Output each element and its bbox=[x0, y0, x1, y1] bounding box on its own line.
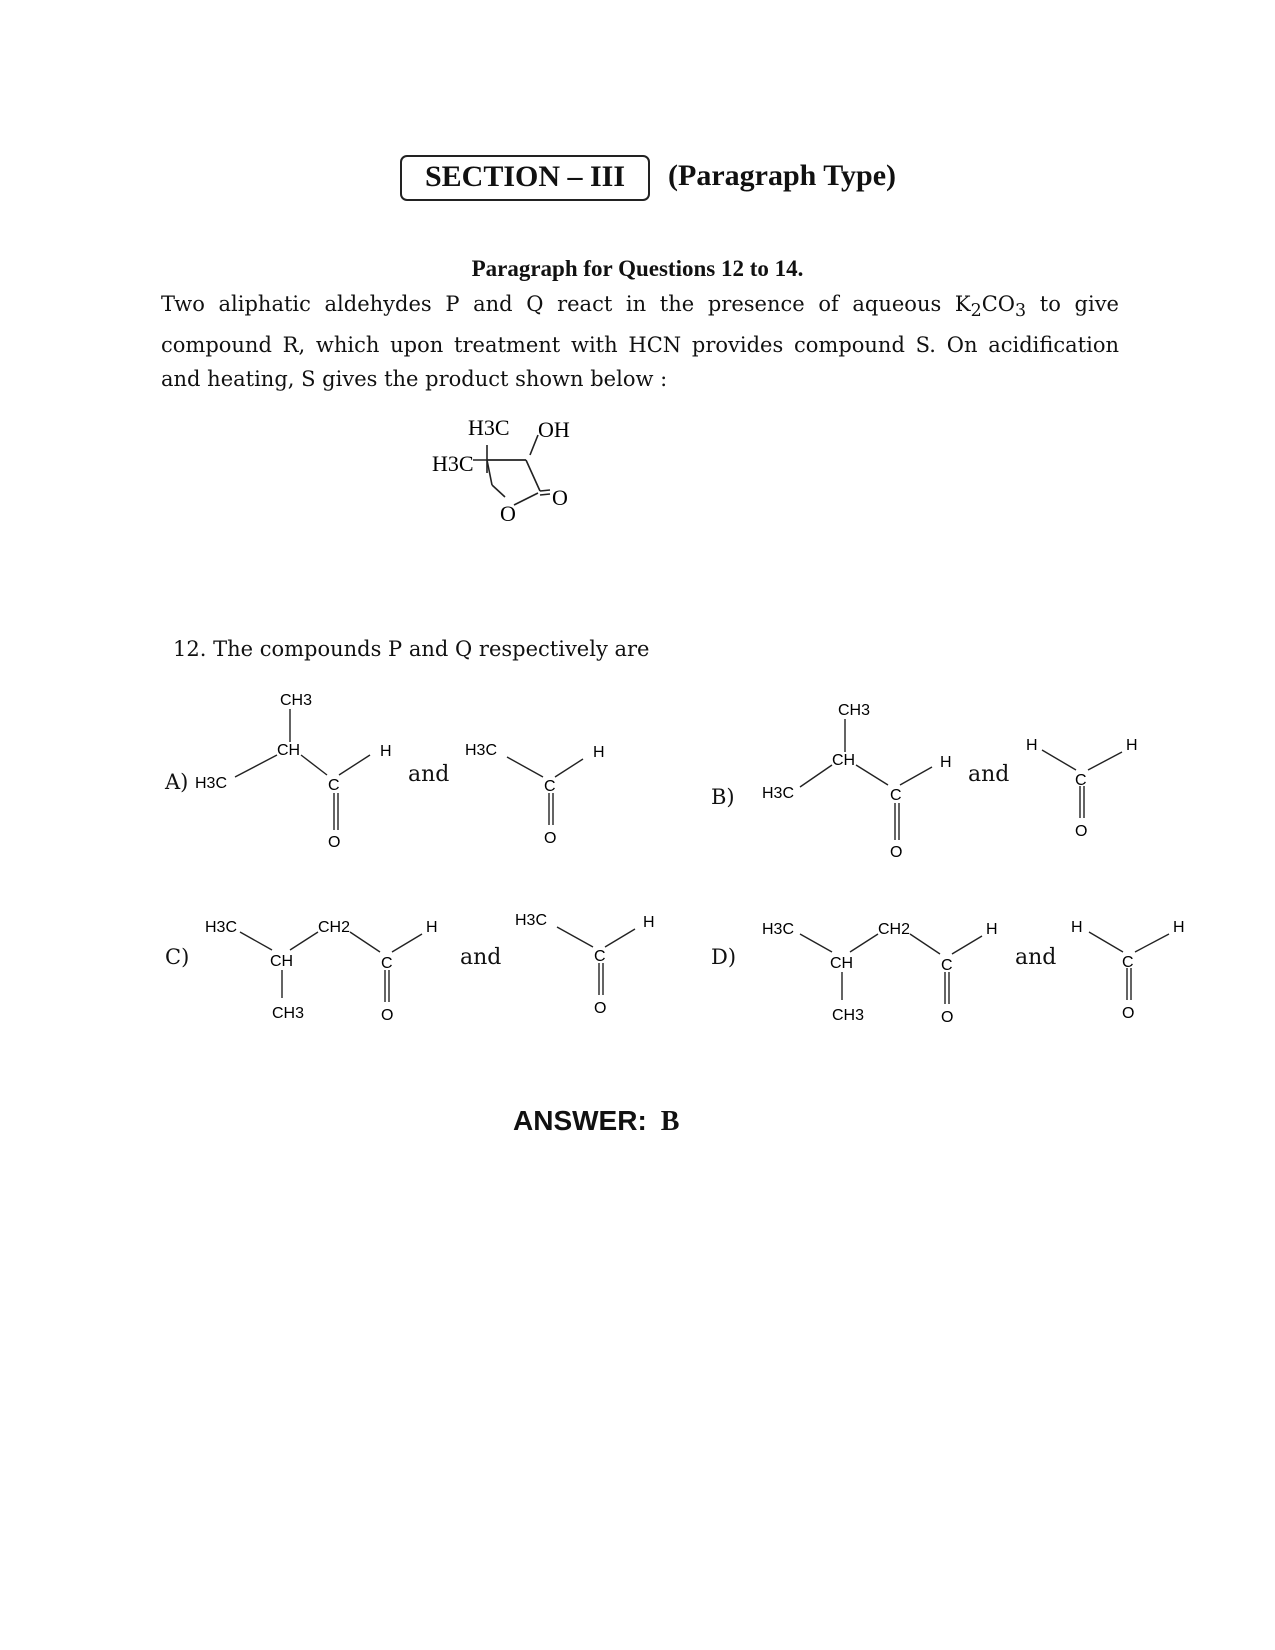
answer bbox=[513, 1105, 679, 1138]
product-h3c-left: H3C bbox=[432, 451, 474, 476]
d1-h3c: H3C bbox=[762, 921, 795, 938]
c1-o: O bbox=[381, 1007, 394, 1024]
option-c-and: and bbox=[460, 945, 502, 970]
d1-h: H bbox=[986, 921, 998, 938]
product-ring-o: O bbox=[500, 501, 516, 526]
option-c-structure-2 bbox=[515, 905, 665, 1025]
a1-h: H bbox=[380, 743, 392, 760]
c1-ch3: CH3 bbox=[272, 1005, 305, 1022]
question-12-text: 12. The compounds P and Q respectively are bbox=[173, 637, 650, 661]
section-label: SECTION – III bbox=[424, 160, 626, 193]
a2-h: H bbox=[593, 744, 605, 761]
section-type: (Paragraph Type) bbox=[668, 159, 897, 192]
c1-h: H bbox=[426, 919, 438, 936]
a1-h3c: H3C bbox=[195, 775, 228, 792]
c2-o: O bbox=[594, 1000, 607, 1017]
d2-h-right: H bbox=[1173, 919, 1185, 936]
a1-c: C bbox=[328, 777, 340, 794]
a2-c: C bbox=[544, 778, 556, 795]
d1-ch: CH bbox=[830, 955, 854, 972]
option-a-structure-1 bbox=[195, 685, 395, 860]
product-carbonyl-o: O bbox=[552, 485, 568, 510]
c2-h3c: H3C bbox=[515, 912, 548, 929]
b1-c: C bbox=[890, 787, 902, 804]
b1-h: H bbox=[940, 754, 952, 771]
b2-o: O bbox=[1075, 823, 1088, 840]
a2-o: O bbox=[544, 830, 557, 847]
product-h3c-top: H3C bbox=[468, 415, 510, 440]
b2-c: C bbox=[1075, 772, 1087, 789]
option-d-structure-1 bbox=[760, 912, 1020, 1037]
d2-o: O bbox=[1122, 1005, 1135, 1022]
section-label-box bbox=[400, 155, 650, 201]
option-d-label: D) bbox=[711, 945, 737, 969]
c1-h3c: H3C bbox=[205, 919, 238, 936]
option-b-structure-1 bbox=[760, 695, 960, 870]
option-c-structure-1 bbox=[200, 910, 460, 1035]
b1-h3c: H3C bbox=[762, 785, 795, 802]
a1-ch3: CH3 bbox=[280, 692, 313, 709]
option-d-and: and bbox=[1015, 945, 1057, 970]
c1-ch2: CH2 bbox=[318, 919, 351, 936]
b1-ch3: CH3 bbox=[838, 702, 871, 719]
option-a-and: and bbox=[408, 762, 450, 787]
d1-c: C bbox=[941, 957, 953, 974]
answer-value: B bbox=[660, 1106, 680, 1137]
option-a-label: A) bbox=[165, 770, 189, 794]
d2-h-left: H bbox=[1071, 919, 1083, 936]
option-c-label: C) bbox=[165, 945, 190, 969]
b2-h-right: H bbox=[1126, 737, 1138, 754]
c1-c: C bbox=[381, 955, 393, 972]
c2-c: C bbox=[594, 948, 606, 965]
c1-ch: CH bbox=[270, 953, 294, 970]
b1-ch: CH bbox=[832, 752, 856, 769]
b2-h-left: H bbox=[1026, 737, 1038, 754]
option-a-structure-2 bbox=[465, 735, 615, 855]
c2-h: H bbox=[643, 914, 655, 931]
product-lactone-diagram bbox=[430, 405, 610, 545]
paragraph-text: Two aliphatic aldehydes P and Q react in the presence of aqueous $K_2CO_3$ to give compound R, which upon treatment with HCN provides compound S. On acidification and heating, S gives the product shown below : bbox=[161, 292, 1119, 392]
option-d-structure-2 bbox=[1065, 912, 1195, 1032]
option-b-and: and bbox=[968, 762, 1010, 787]
option-b-structure-2 bbox=[1018, 730, 1148, 850]
product-oh: OH bbox=[538, 417, 570, 442]
a2-h3c: H3C bbox=[465, 742, 498, 759]
d1-o: O bbox=[941, 1009, 954, 1026]
option-b-label: B) bbox=[711, 785, 735, 809]
d2-c: C bbox=[1122, 954, 1134, 971]
answer-label: ANSWER: bbox=[513, 1105, 647, 1136]
d1-ch3: CH3 bbox=[832, 1007, 865, 1024]
a1-ch: CH bbox=[277, 742, 301, 759]
a1-o: O bbox=[328, 834, 341, 851]
b1-o: O bbox=[890, 844, 903, 861]
paragraph-title: Paragraph for Questions 12 to 14. bbox=[471, 256, 804, 281]
d1-ch2: CH2 bbox=[878, 921, 911, 938]
